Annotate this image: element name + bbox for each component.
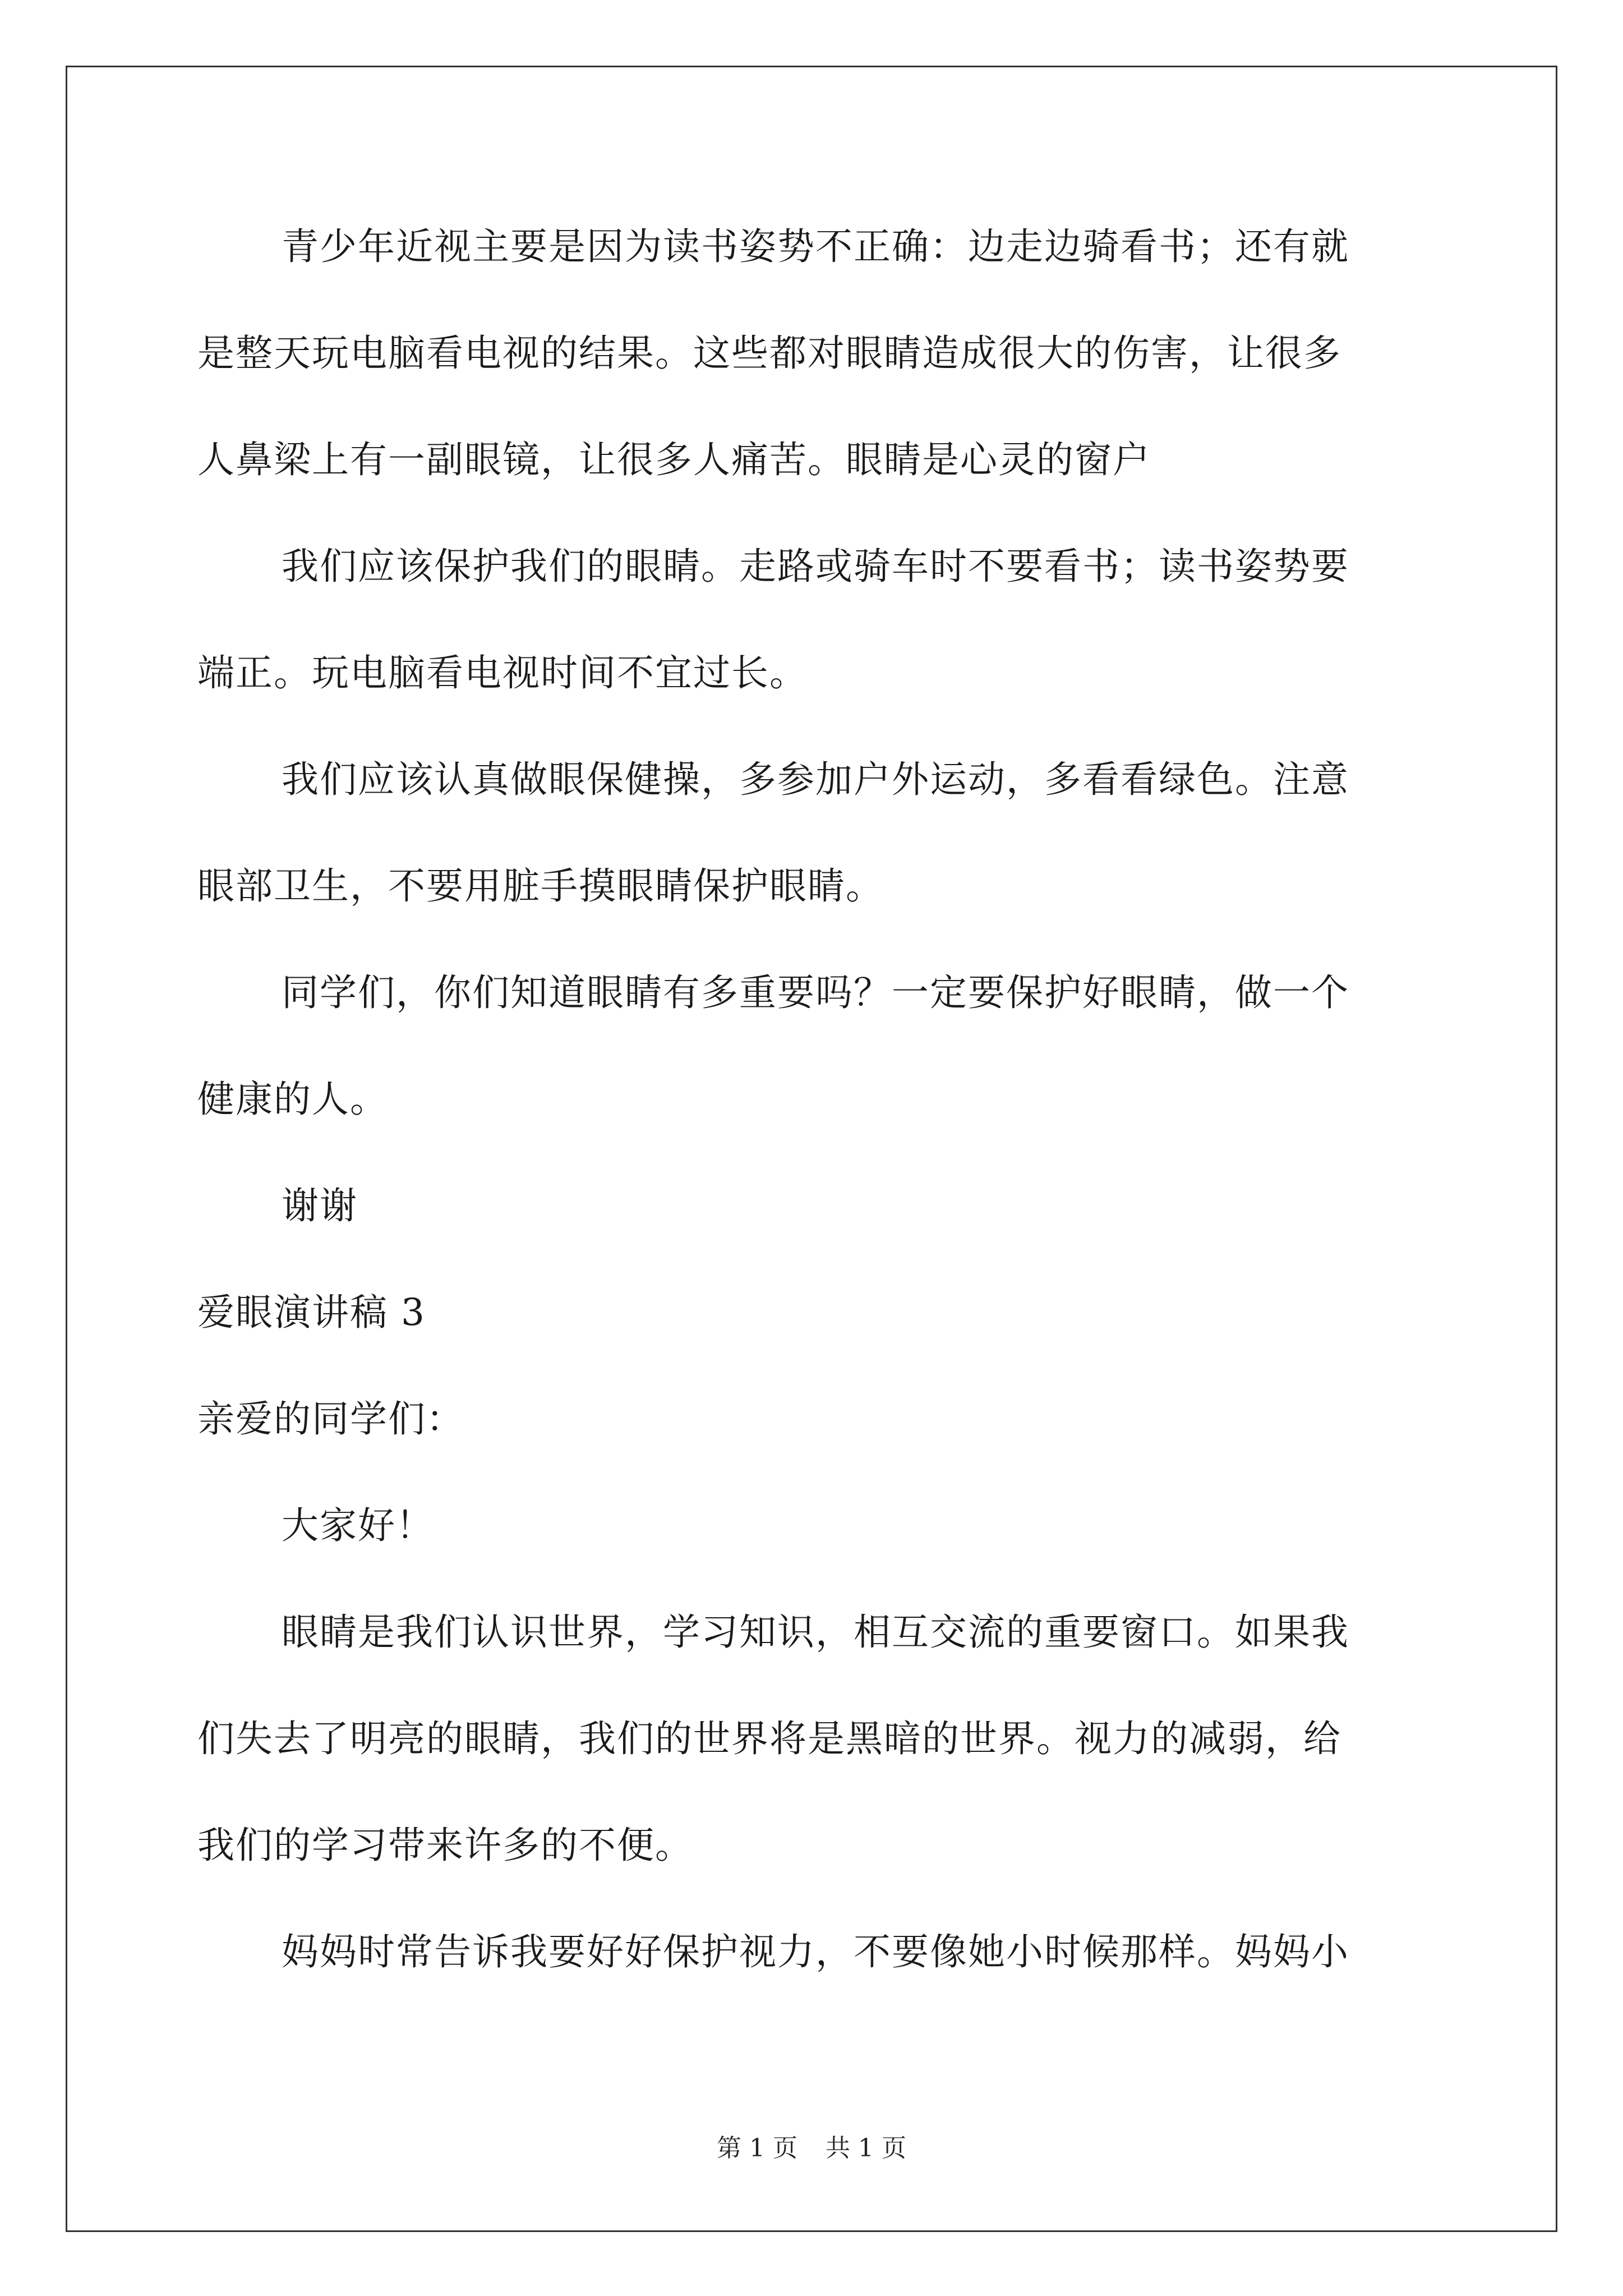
page-number: 第 1 页 (717, 2134, 797, 2162)
paragraph-line: 我们的学习带来许多的不便。 (197, 1824, 693, 1867)
page-total: 共 1 页 (826, 2134, 906, 2162)
section-heading: 爱眼演讲稿 3 (197, 1291, 426, 1334)
paragraph-line: 人鼻梁上有一副眼镜，让很多人痛苦。眼睛是心灵的窗户 (197, 438, 1151, 481)
paragraph-line: 端正。玩电脑看电视时间不宜过长。 (197, 651, 808, 694)
paragraph-line: 健康的人。 (197, 1078, 388, 1121)
salutation: 亲爱的同学们： (197, 1397, 464, 1441)
greeting: 大家好！ (282, 1504, 434, 1547)
paragraph-line: 我们应该认真做眼保健操，多参加户外运动，多看看绿色。注意 (282, 758, 1349, 801)
paragraph-line: 们失去了明亮的眼睛，我们的世界将是黑暗的世界。视力的减弱，给 (197, 1717, 1341, 1760)
paragraph-line: 眼睛是我们认识世界，学习知识，相互交流的重要窗口。如果我 (282, 1611, 1349, 1654)
paragraph-line: 是整天玩电脑看电视的结果。这些都对眼睛造成很大的伤害，让很多 (197, 332, 1341, 375)
closing-line: 谢谢 (282, 1184, 358, 1227)
paragraph-line: 妈妈时常告诉我要好好保护视力，不要像她小时候那样。妈妈小 (282, 1930, 1349, 1973)
paragraph-line: 眼部卫生，不要用脏手摸眼睛保护眼睛。 (197, 864, 884, 908)
paragraph-line: 同学们，你们知道眼睛有多重要吗？一定要保护好眼睛，做一个 (282, 971, 1349, 1014)
page-footer (0, 2132, 1623, 2165)
page-border (66, 66, 1557, 2232)
paragraph-line: 青少年近视主要是因为读书姿势不正确：边走边骑看书；还有就 (282, 225, 1349, 268)
paragraph-line: 我们应该保护我们的眼睛。走路或骑车时不要看书；读书姿势要 (282, 545, 1349, 588)
